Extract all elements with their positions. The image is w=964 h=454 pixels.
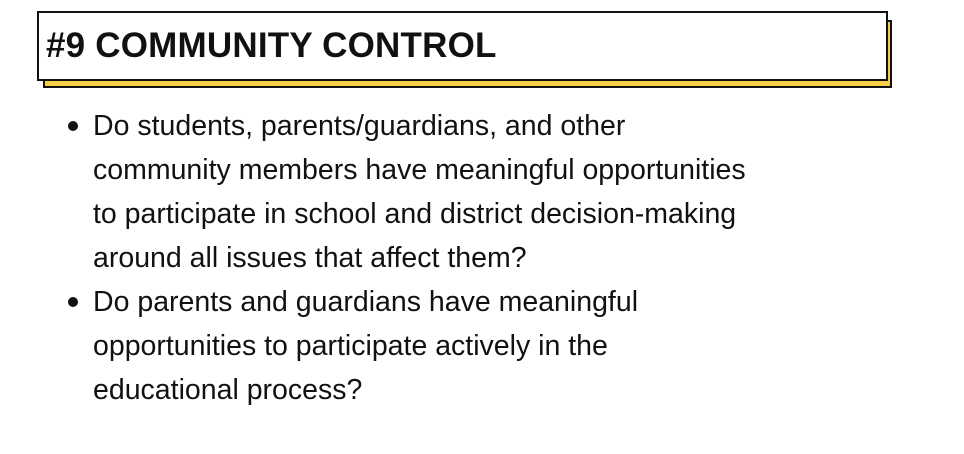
- title-box: [37, 11, 888, 81]
- bullet-line: Do parents and guardians have meaningful: [93, 286, 639, 318]
- bullet-line: opportunities to participate actively in the: [93, 330, 608, 362]
- bullet-item-2: [66, 280, 906, 412]
- bullet-line: community members have meaningful opportunities: [93, 154, 746, 186]
- title-banner: [37, 11, 888, 81]
- bullet-line: Do students, parents/guardians, and other: [93, 110, 626, 142]
- bullet-list: [66, 104, 906, 412]
- bullet-line: around all issues that affect them?: [93, 242, 527, 274]
- bullet-item-1: [66, 104, 906, 280]
- bullet-dot-icon: [68, 121, 78, 131]
- bullet-line: educational process?: [93, 374, 363, 406]
- bullet-line: to participate in school and district decision-making: [93, 198, 737, 230]
- page-title: #9 COMMUNITY CONTROL: [46, 26, 497, 65]
- bullet-dot-icon: [68, 297, 78, 307]
